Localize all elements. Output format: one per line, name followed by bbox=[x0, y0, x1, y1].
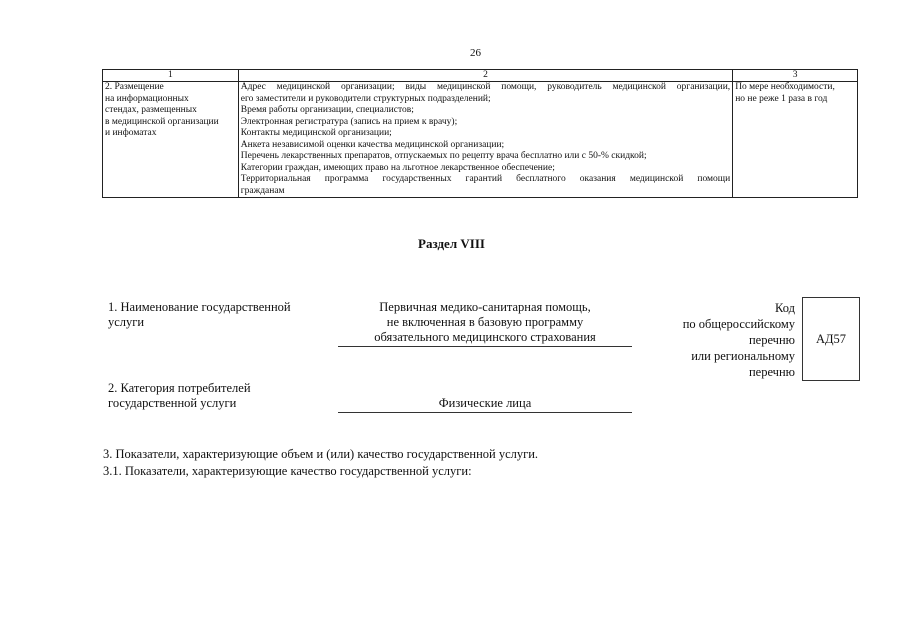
cell-line: гражданам bbox=[240, 185, 285, 196]
cell-line: Адрес медицинской организации; виды медицинской помощи, руководитель медицинской организации, bbox=[240, 82, 731, 92]
quality-indicators-heading: 3.1. Показатели, характеризующие качество государственной услуги: bbox=[103, 464, 472, 478]
cell-line: и инфоматах bbox=[105, 128, 157, 138]
table-row bbox=[103, 82, 858, 198]
placement-method-cell bbox=[103, 82, 239, 198]
page-number: 26 bbox=[470, 47, 481, 59]
update-frequency-cell bbox=[733, 82, 858, 198]
label-line: или региональному bbox=[691, 349, 795, 363]
cell-line: Территориальная программа государственных гарантий бесплатного оказания медицинской помощи bbox=[240, 174, 731, 184]
value-line: Физические лица bbox=[438, 396, 532, 410]
table-header-cell: 3 bbox=[733, 70, 858, 82]
label-line: Код bbox=[775, 301, 795, 315]
label-line: услуги bbox=[108, 315, 145, 329]
value-line: не включенная в базовую программу bbox=[386, 315, 584, 329]
label-line: 2. Категория потребителей bbox=[108, 381, 251, 395]
code-label bbox=[650, 300, 795, 380]
indicators-heading: 3. Показатели, характеризующие объем и (или) качество государственной услуги. bbox=[103, 447, 539, 461]
cell-line: По мере необходимости, bbox=[735, 82, 835, 92]
cell-line: его заместители и руководители структурных подразделений; bbox=[240, 93, 491, 104]
label-line: государственной услуги bbox=[108, 396, 237, 410]
cell-line: Время работы организации, специалистов; bbox=[240, 105, 414, 115]
information-content-cell bbox=[238, 82, 732, 198]
label-line: перечню bbox=[748, 333, 795, 347]
cell-line: Электронная регистратура (запись на прием к врачу); bbox=[240, 116, 458, 127]
label-line: перечню bbox=[748, 365, 795, 379]
consumer-category-label bbox=[108, 381, 328, 411]
cell-line: в медицинской организации bbox=[105, 116, 219, 127]
label-line: 1. Наименование государственной bbox=[108, 300, 291, 314]
cell-line: на информационных bbox=[105, 93, 189, 104]
table-header-row bbox=[103, 70, 858, 82]
cell-line: но не реже 1 раза в год bbox=[735, 93, 828, 104]
value-line: Первичная медико-санитарная помощь, bbox=[379, 300, 591, 314]
cell-line: Анкета независимой оценки качества медицинской организации; bbox=[240, 139, 505, 150]
cell-line: 2. Размещение bbox=[105, 82, 164, 92]
cell-line: Контакты медицинской организации; bbox=[240, 128, 392, 138]
value-line: обязательного медицинского страхования bbox=[374, 330, 596, 344]
consumer-category-value bbox=[338, 396, 632, 413]
service-name-label bbox=[108, 300, 328, 330]
service-code-box bbox=[802, 297, 860, 381]
label-line: по общероссийскому bbox=[682, 317, 795, 331]
cell-line: Перечень лекарственных препаратов, отпускаемых по рецепту врача бесплатно или с 50-% скидкой; bbox=[240, 151, 647, 161]
table-header-cell: 2 bbox=[238, 70, 732, 82]
service-code-value: АД57 bbox=[815, 331, 847, 346]
service-name-value bbox=[338, 300, 632, 347]
cell-line: Категории граждан, имеющих право на льготное лекарственное обеспечение; bbox=[240, 162, 555, 173]
section-title: Раздел VIII bbox=[418, 236, 485, 251]
cell-line: стендах, размещенных bbox=[105, 105, 197, 115]
table-header-cell: 1 bbox=[103, 70, 239, 82]
info-placement-table bbox=[102, 69, 858, 198]
